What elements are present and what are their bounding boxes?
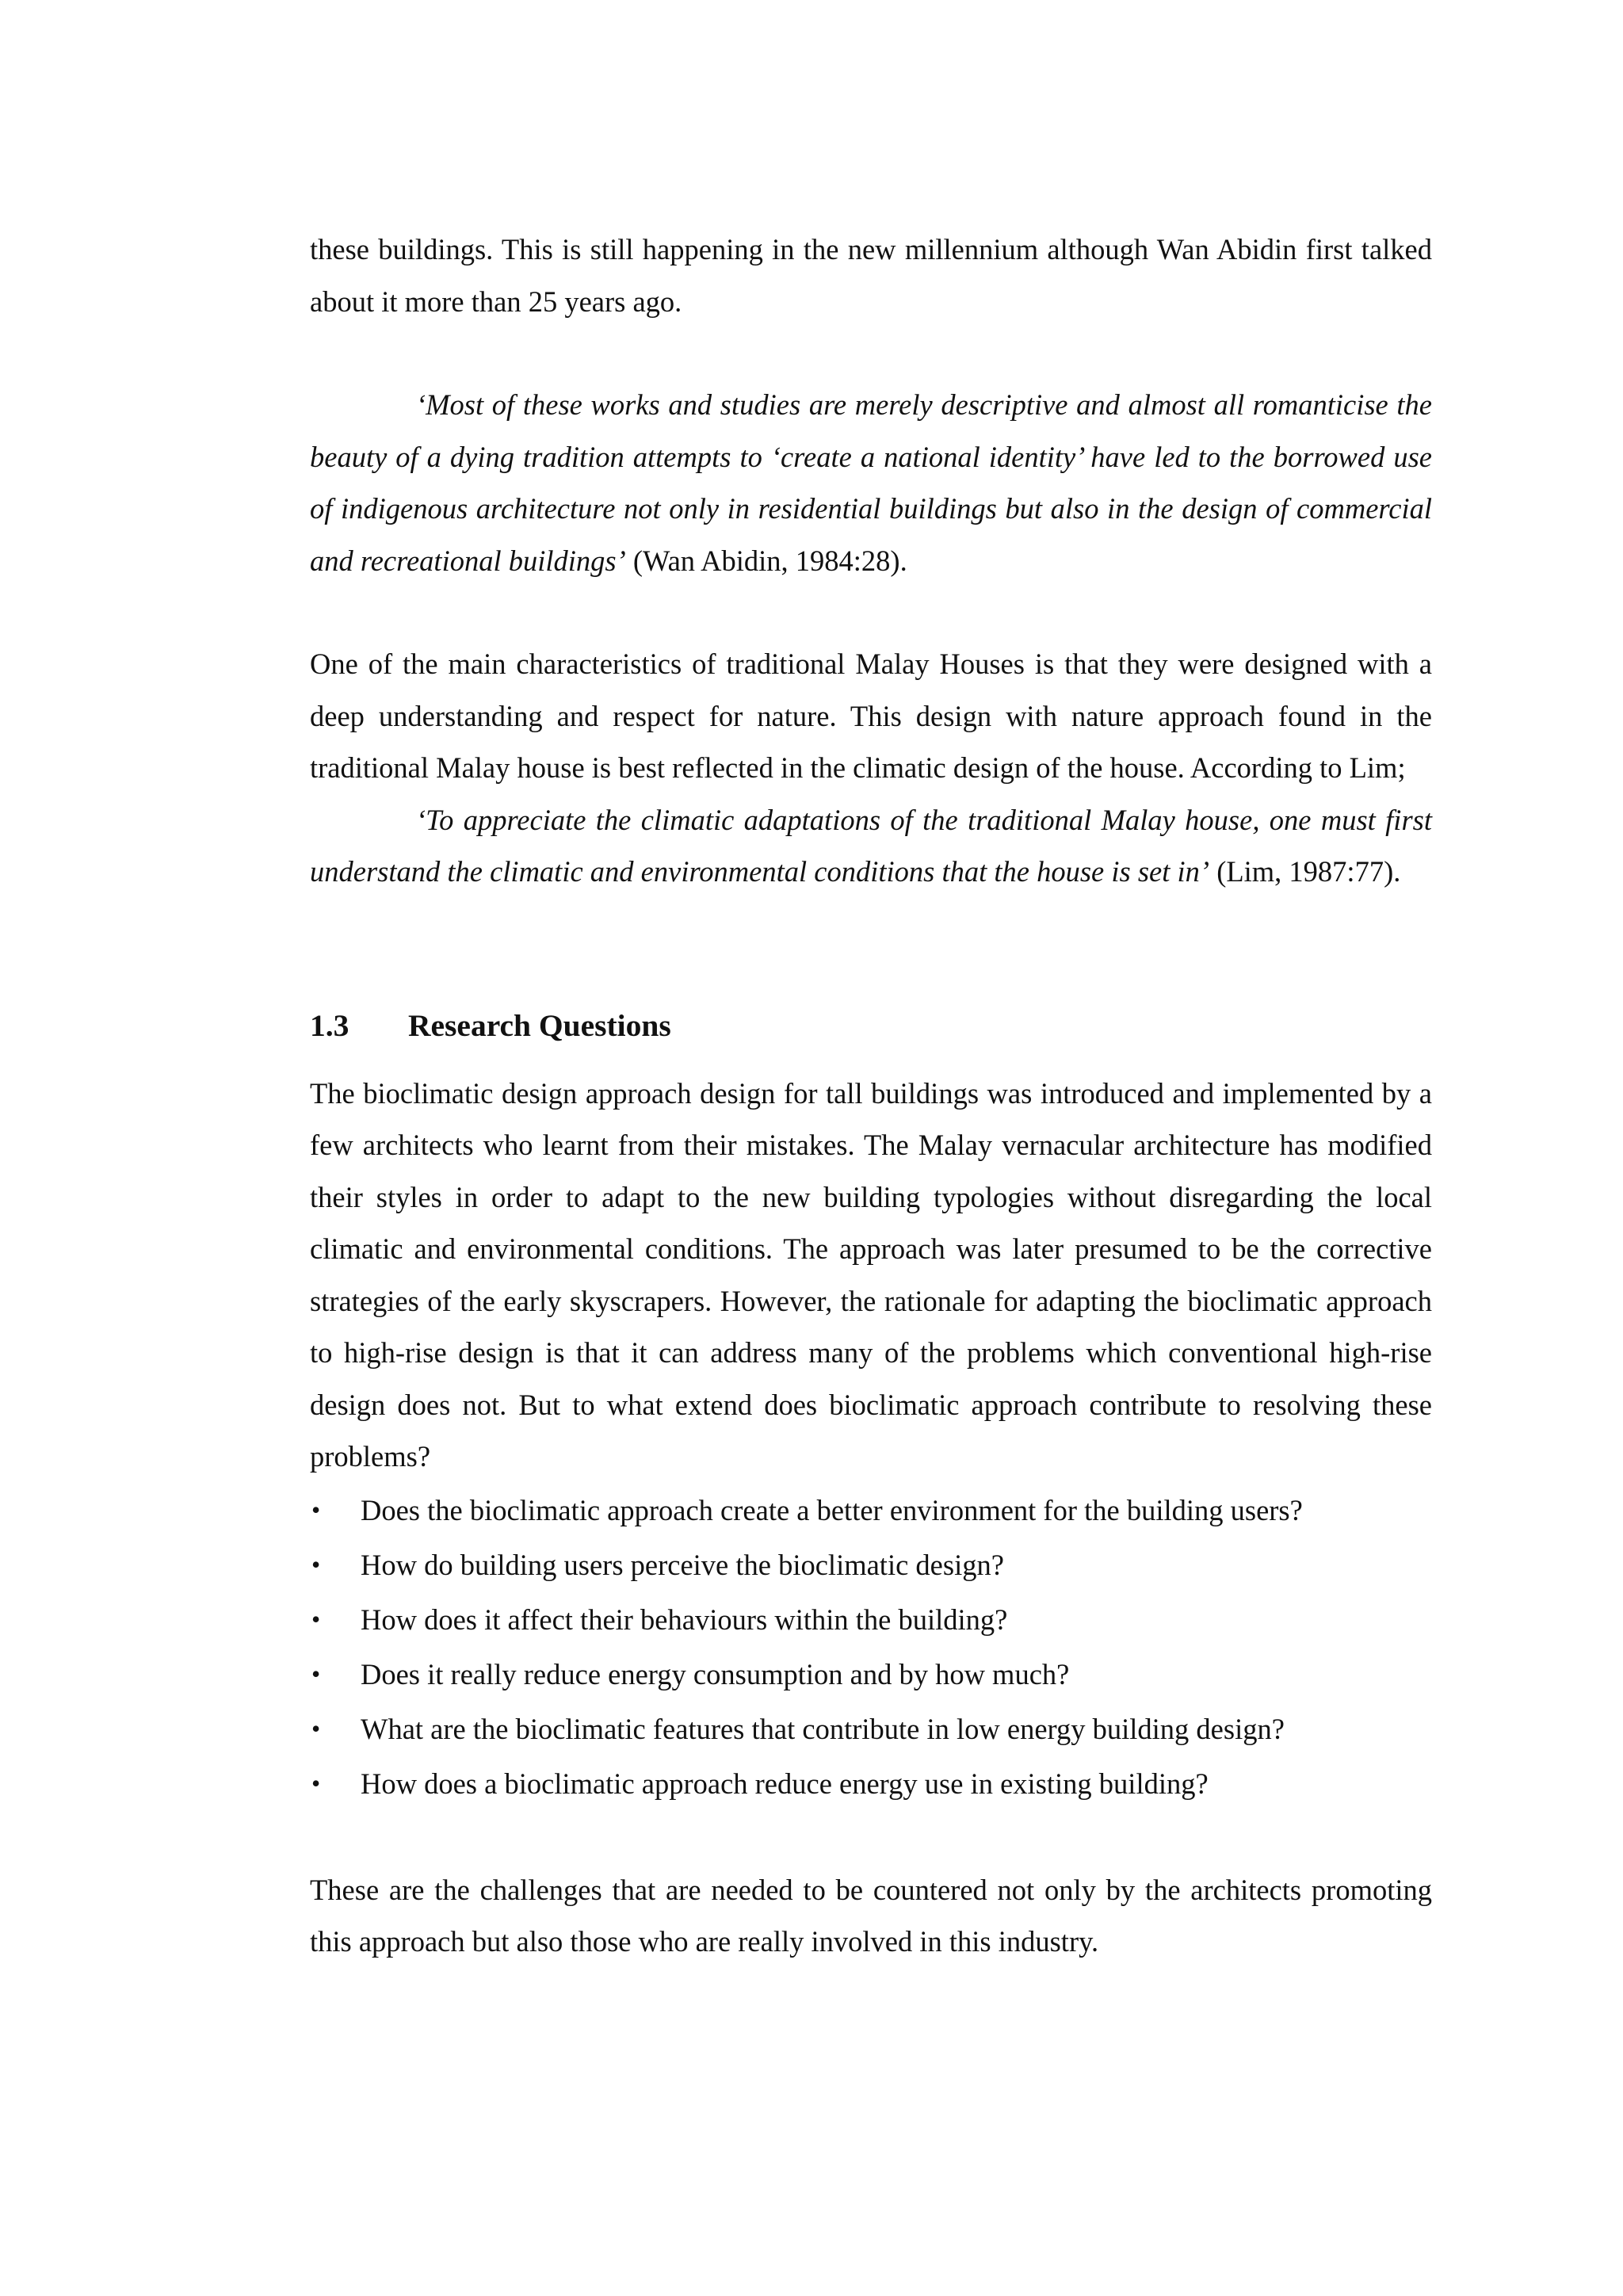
paragraph-research-intro: The bioclimatic design approach design for tall buildings was introduced and implemented by a few architects who learnt from their mistakes. The Malay vernacular architecture has modified their styles in order to adapt to the new building typologies without disregarding the local climatic and environmental conditions. The approach was later presumed to be the corrective strategies of the early skyscrapers. However, the rationale for adapting the bioclimatic approach to high-rise design is that it can address many of the problems which conventional high-rise design does not. But to what extend does bioclimatic approach contribute to resolving these problems?: [310, 1076, 1432, 1473]
paragraph-malay-houses: One of the main characteristics of traditional Malay Houses is that they were designed with a deep understanding and respect for nature. This design with nature approach found in the traditional Malay house is best reflected in the climatic design of the house. According to Lim;: [310, 648, 1432, 784]
bullet-icon: •: [311, 1659, 321, 1688]
section-title: Research Questions: [408, 1007, 671, 1043]
bullet-icon: •: [311, 1768, 321, 1797]
paragraph-closing: These are the challenges that are needed to be countered not only by the architects promoting this approach but also those who are really involved in this industry.: [310, 1873, 1432, 1958]
quote-lim-text: ‘To appreciate the climatic adaptations of the traditional Malay house, one must first understand the climatic and environmental conditions that the house is set in’: [310, 803, 1432, 888]
list-item-text: How does it affect their behaviours within the building?: [361, 1603, 1008, 1636]
list-item-text: How do building users perceive the bioclimatic design?: [361, 1548, 1004, 1581]
quote-lim-citation: (Lim, 1987:77).: [1209, 855, 1401, 888]
bullet-icon: •: [311, 1495, 321, 1524]
quote-wan-abidin-text: ‘Most of these works and studies are merely descriptive and almost all romanticise the beauty of a dying tradition attempts to ‘create a national identity’ have led to the borrowed use of indigenous architecture not only in residential buildings but also in the design of commercial and recreational buildings’: [310, 388, 1432, 577]
list-item: [310, 1756, 1432, 1811]
list-item-text: Does the bioclimatic approach create a better environment for the building users?: [361, 1493, 1303, 1526]
list-item: [310, 1647, 1432, 1702]
paragraph-intro: these buildings. This is still happening in the new millennium although Wan Abidin first talked about it more than 25 years ago.: [310, 233, 1432, 318]
list-item-text: Does it really reduce energy consumption and by how much?: [361, 1657, 1070, 1690]
quote-lim: [310, 794, 1432, 898]
list-item: [310, 1538, 1432, 1592]
list-item: [310, 1592, 1432, 1647]
quote-wan-abidin-citation: (Wan Abidin, 1984:28).: [625, 544, 907, 577]
bullet-icon: •: [311, 1713, 321, 1743]
section-number: 1.3: [310, 1007, 349, 1043]
list-item: [310, 1483, 1432, 1538]
quote-wan-abidin: [310, 379, 1432, 586]
section-heading: [310, 1002, 1432, 1049]
list-item-text: How does a bioclimatic approach reduce energy use in existing building?: [361, 1767, 1209, 1800]
research-questions-list: [310, 1483, 1432, 1811]
list-item-text: What are the bioclimatic features that contribute in low energy building design?: [361, 1712, 1285, 1745]
bullet-icon: •: [311, 1549, 321, 1579]
document-page: [310, 223, 1432, 1968]
bullet-icon: •: [311, 1604, 321, 1633]
list-item: [310, 1702, 1432, 1756]
